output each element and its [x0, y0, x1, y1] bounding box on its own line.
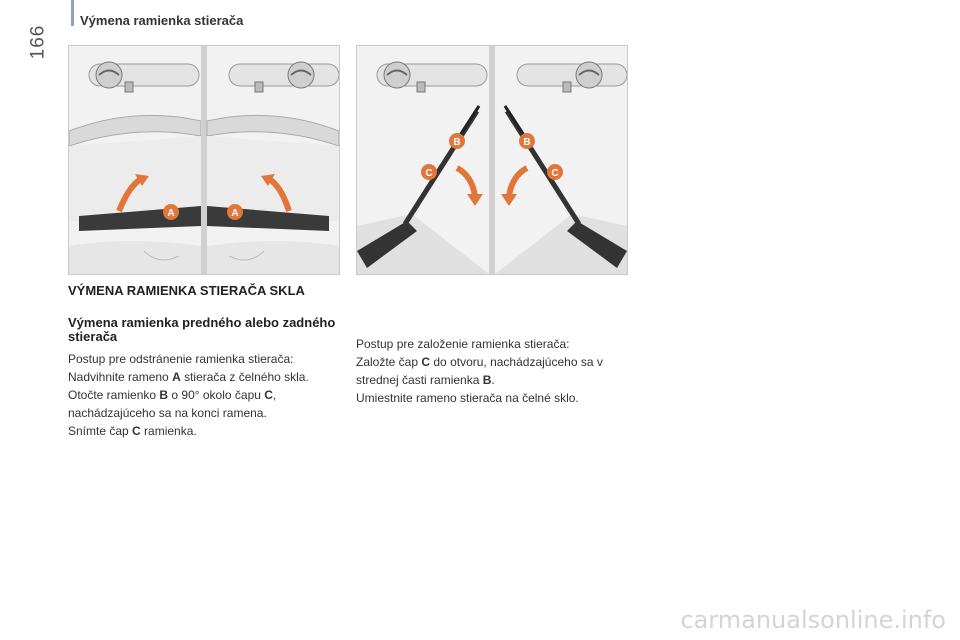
label-b-text: B	[453, 137, 461, 148]
label-a-text: A	[231, 208, 239, 219]
subsection-title: Výmena ramienka predného alebo zadného stierača	[68, 315, 336, 344]
installation-instructions	[356, 335, 646, 407]
label-b-text: B	[523, 137, 531, 148]
header-title: Výmena ramienka stierača	[80, 13, 244, 28]
removal-instructions	[68, 350, 338, 440]
instruction-line: Založte čap C do otvoru, nachádzajúceho sa v strednej časti ramienka B.	[356, 355, 603, 387]
illustration-lift-wiper-arm	[68, 45, 340, 275]
label-c-text: C	[551, 168, 559, 179]
watermark: carmanualsonline.info	[680, 606, 946, 634]
instruction-line: Nadvihnite rameno A stierača z čelného skla.	[68, 370, 309, 384]
instruction-line: Umiestnite rameno stierača na čelné sklo.	[356, 391, 579, 405]
instruction-line: Postup pre odstránenie ramienka stierača:	[68, 352, 294, 366]
instruction-line: Otočte ramienko B o 90° okolo čapu C, nachádzajúceho sa na konci ramena.	[68, 388, 277, 420]
instruction-line: Postup pre založenie ramienka stierača:	[356, 337, 570, 351]
page-number: 166	[26, 24, 48, 60]
label-c-text: C	[425, 168, 433, 179]
illustration-rotate-wiper-blade	[356, 45, 628, 275]
header-accent-bar	[71, 0, 74, 26]
instruction-line: Snímte čap C ramienka.	[68, 424, 197, 438]
section-title: VÝMENA RAMIENKA STIERAČA SKLA	[68, 283, 305, 298]
label-a-text: A	[167, 208, 175, 219]
